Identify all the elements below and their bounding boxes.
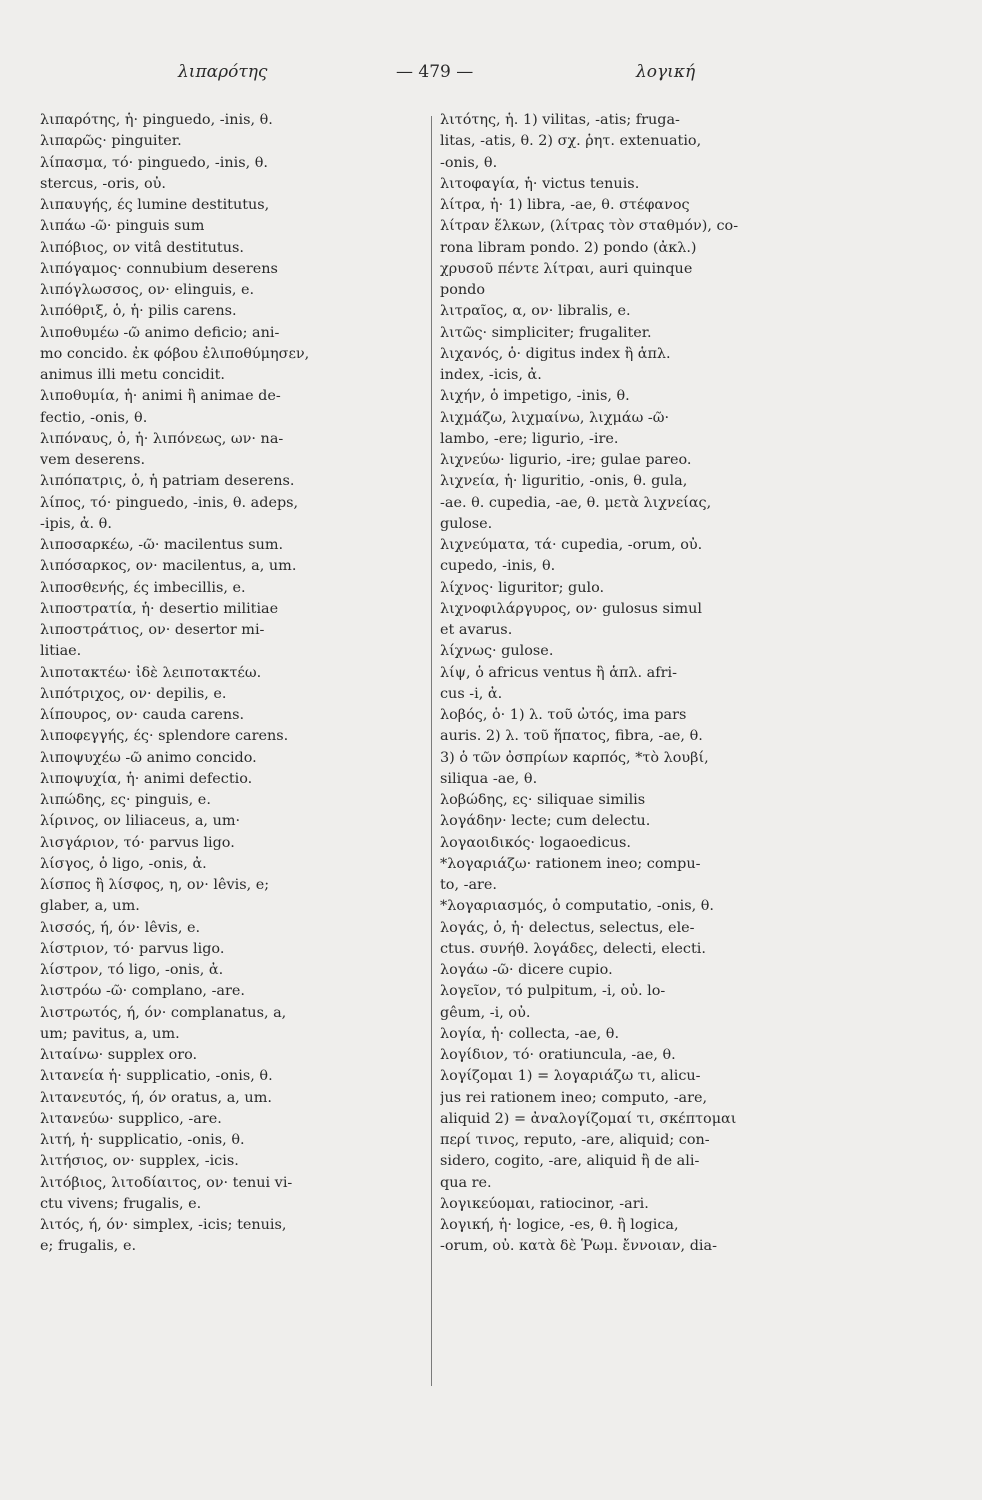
column-divider xyxy=(431,116,432,1386)
dictionary-line: λιπόπατρις, ὁ, ἡ patriam deserens. xyxy=(40,473,295,490)
header-left-guideword: λιπαρότης xyxy=(178,62,268,82)
dictionary-line: λιποστρατία, ἡ· desertio militiae xyxy=(40,600,279,617)
header-right-guideword: λογική xyxy=(636,62,696,82)
dictionary-line: λιχμάζω, λιχμαίνω, λιχμάω -ῶ· xyxy=(440,409,670,426)
dictionary-line: λίπος, τό· pinguedo, -inis, θ. adeps, xyxy=(40,494,299,511)
dictionary-line: λιτός, ή, όν· simplex, -icis; tenuis, xyxy=(40,1217,287,1233)
dictionary-line: λογική, ἡ· logice, -es, θ. ἢ logica, xyxy=(440,1217,679,1233)
dictionary-line: auris. 2) λ. τοῦ ἥπατος, fibra, -ae, θ. xyxy=(440,728,703,745)
dictionary-line: -ae. θ. cupedia, -ae, θ. μετὰ λιχνείας, xyxy=(440,494,712,511)
dictionary-line: λίτραν ἕλκων, (λίτρας τὸν σταθμόν), co- xyxy=(440,218,739,235)
dictionary-line: index, -icis, ἀ. xyxy=(440,367,542,383)
dictionary-line: λιπόγαμος· connubium deserens xyxy=(40,260,278,277)
dictionary-line: λογάδην· lecte; cum delectu. xyxy=(440,813,651,830)
dictionary-line: λίψ, ὁ africus ventus ἢ ἁπλ. afri- xyxy=(440,664,677,681)
dictionary-line: e; frugalis, e. xyxy=(40,1238,137,1255)
dictionary-line: λιπόγλωσσος, ον· elinguis, e. xyxy=(40,282,255,298)
dictionary-line: rona libram pondo. 2) pondo (ἀκλ.) xyxy=(440,239,697,256)
dictionary-line: mo concido. ἐκ φόβου ἐλιποθύμησεν, xyxy=(40,345,310,362)
dictionary-line: glaber, a, um. xyxy=(40,898,140,915)
dictionary-line: animus illi metu concidit. xyxy=(40,367,225,383)
dictionary-line: pondo xyxy=(440,282,486,298)
dictionary-line: λιτή, ἡ· supplicatio, -onis, θ. xyxy=(40,1132,245,1148)
dictionary-line: λίστρον, τό ligo, -onis, ἀ. xyxy=(40,962,224,978)
dictionary-line: λίπασμα, τό· pinguedo, -inis, θ. xyxy=(40,154,268,171)
dictionary-line: et avarus. xyxy=(440,622,513,638)
dictionary-line: λιποφεγγής, ές· splendore carens. xyxy=(40,728,289,745)
dictionary-line: sidero, cogito, -are, aliquid ἢ de ali- xyxy=(440,1153,700,1170)
dictionary-line: λογίζομαι 1) = λογαριάζω τι, alicu- xyxy=(440,1068,701,1085)
dictionary-line: λιποτακτέω· ἰδὲ λειποτακτέω. xyxy=(40,664,262,681)
dictionary-line: λίπουρος, ον· cauda carens. xyxy=(40,707,245,723)
dictionary-line: λογικεύομαι, ratiocinor, -ari. xyxy=(440,1195,649,1212)
dictionary-line: λιτοφαγία, ἡ· victus tenuis. xyxy=(440,175,640,192)
dictionary-line: litas, -atis, θ. 2) σχ. ῥητ. extenuatio, xyxy=(440,133,702,150)
dictionary-line: λιχνεύματα, τά· cupedia, -orum, οὐ. xyxy=(440,537,703,553)
dictionary-line: λιπόσαρκος, ον· macilentus, a, um. xyxy=(40,558,297,575)
dictionary-line: λιπόναυς, ὁ, ἡ· λιπόνεως, ων· na- xyxy=(40,430,284,447)
dictionary-line: *λογαριασμός, ὁ computatio, -onis, θ. xyxy=(440,898,714,915)
dictionary-line: cus -i, ἀ. xyxy=(440,685,503,702)
dictionary-line: vem deserens. xyxy=(40,452,146,468)
dictionary-line: λογάς, ὁ, ἡ· delectus, selectus, ele- xyxy=(440,919,695,936)
dictionary-line: -onis, θ. xyxy=(440,154,498,171)
dictionary-line: jus rei rationem ineo; computo, -are, xyxy=(440,1089,708,1106)
dictionary-line: λισσός, ή, όν· lêvis, e. xyxy=(40,919,201,936)
dictionary-line: λίσγος, ὁ ligo, -onis, ἀ. xyxy=(40,855,207,872)
dictionary-line: λιχνοφιλάργυρος, ον· gulosus simul xyxy=(440,600,703,617)
dictionary-line: λογάω -ῶ· dicere cupio. xyxy=(440,962,613,978)
dictionary-line: λίτρα, ἡ· 1) libra, -ae, θ. στέφανος xyxy=(440,197,690,213)
dictionary-line: ctu vivens; frugalis, e. xyxy=(40,1195,202,1212)
left-column xyxy=(40,110,424,1400)
dictionary-line: λιποθυμέω -ῶ animo deficio; ani- xyxy=(40,324,280,341)
dictionary-line: λιπόθριξ, ὁ, ἡ· pilis carens. xyxy=(40,303,237,320)
dictionary-line: qua re. xyxy=(440,1174,492,1191)
dictionary-line: λιποσθενής, ές imbecillis, e. xyxy=(40,579,246,596)
dictionary-line: λιχνεύω· ligurio, -ire; gulae pareo. xyxy=(440,452,692,468)
dictionary-line: λιτανεύω· supplico, -are. xyxy=(40,1110,222,1127)
dictionary-line: λιποθυμία, ἡ· animi ἢ animae de- xyxy=(40,388,281,405)
dictionary-line: λογία, ἡ· collecta, -ae, θ. xyxy=(440,1025,620,1042)
dictionary-line: λιπόβιος, ον vitâ destitutus. xyxy=(40,239,244,256)
dictionary-line: λίστριον, τό· parvus ligo. xyxy=(40,940,225,957)
dictionary-line: λιχήν, ὁ impetigo, -inis, θ. xyxy=(440,388,630,405)
dictionary-line: λιτήσιος, ον· supplex, -icis. xyxy=(40,1153,239,1170)
dictionary-line: fectio, -onis, θ. xyxy=(40,409,148,426)
dictionary-line: λογαοιδικός· logaoedicus. xyxy=(440,834,631,851)
page-number: — 479 — xyxy=(396,62,474,82)
dictionary-line: λοβός, ὁ· 1) λ. τοῦ ὠτός, ima pars xyxy=(440,707,687,723)
dictionary-line: stercus, -oris, οὐ. xyxy=(40,175,166,192)
dictionary-line: litiae. xyxy=(40,643,82,660)
dictionary-line: περί τινος, reputo, -are, aliquid; con- xyxy=(440,1132,710,1148)
dictionary-line: λιχνεία, ἡ· liguritio, -onis, θ. gula, xyxy=(440,473,688,490)
dictionary-line: siliqua -ae, θ. xyxy=(440,770,538,787)
dictionary-line: λιτραῖος, α, ον· libralis, e. xyxy=(440,303,631,320)
dictionary-line: λιστρόω -ῶ· complano, -are. xyxy=(40,983,245,1000)
page-header xyxy=(0,62,982,92)
dictionary-line: -orum, οὐ. κατὰ δὲ Ῥωμ. ἔννοιαν, dia- xyxy=(440,1238,717,1255)
dictionary-line: um; pavitus, a, um. xyxy=(40,1025,180,1042)
dictionary-line: gulose. xyxy=(440,515,493,532)
dictionary-line: lambo, -ere; ligurio, -ire. xyxy=(440,430,619,447)
dictionary-line: λίσπος ἢ λίσφος, η, ον· lêvis, e; xyxy=(40,877,270,893)
dictionary-line: λιπαρῶς· pinguiter. xyxy=(40,133,182,150)
dictionary-line: *λογαριάζω· rationem ineo; compu- xyxy=(440,855,701,872)
dictionary-line: -ipis, ἀ. θ. xyxy=(40,515,112,532)
dictionary-line: λίχνως· gulose. xyxy=(440,643,554,660)
dictionary-line: ctus. συνήθ. λογάδες, delecti, electi. xyxy=(440,940,706,957)
dictionary-line: λιτανευτός, ή, όν oratus, a, um. xyxy=(40,1089,272,1106)
dictionary-line: λιχανός, ὁ· digitus index ἢ ἁπλ. xyxy=(440,345,671,362)
dictionary-line: gêum, -i, οὐ. xyxy=(440,1004,531,1021)
dictionary-line: λισγάριον, τό· parvus ligo. xyxy=(40,834,235,851)
dictionary-line: λιποστράτιος, ον· desertor mi- xyxy=(40,622,265,638)
dictionary-line: λιπαυγής, ές lumine destitutus, xyxy=(40,197,270,213)
dictionary-line: λιστρωτός, ή, όν· complanatus, a, xyxy=(40,1004,287,1021)
dictionary-line: λιπότριχος, ον· depilis, e. xyxy=(40,685,227,702)
dictionary-line: λογεῖον, τό pulpitum, -i, οὐ. lo- xyxy=(440,983,666,1000)
dictionary-line: λιπάω -ῶ· pinguis sum xyxy=(40,218,205,235)
right-column xyxy=(440,110,820,1400)
dictionary-line: λοβώδης, ες· siliquae similis xyxy=(440,792,646,808)
dictionary-line: λιτῶς· simpliciter; frugaliter. xyxy=(440,324,652,341)
dictionary-line: λίρινος, ον liliaceus, a, um· xyxy=(40,813,241,830)
dictionary-line: χρυσοῦ πέντε λίτραι, auri quinque xyxy=(440,260,693,277)
dictionary-line: λιποσαρκέω, -ῶ· macilentus sum. xyxy=(40,537,284,553)
dictionary-line: λιτόβιος, λιτοδίαιτος, ον· tenui vi- xyxy=(40,1174,293,1191)
dictionary-line: λιποψυχέω -ῶ animo concido. xyxy=(40,749,257,766)
dictionary-line: cupedo, -inis, θ. xyxy=(440,558,556,575)
dictionary-line: 3) ὁ τῶν ὀσπρίων καρπός, *τὸ λουβί, xyxy=(440,749,709,766)
dictionary-line: λιτανεία ἡ· supplicatio, -onis, θ. xyxy=(40,1068,273,1085)
dictionary-line: λιτότης, ἡ. 1) vilitas, -atis; fruga- xyxy=(440,112,680,128)
dictionary-line: to, -are. xyxy=(440,877,498,893)
dictionary-line: λίχνος· liguritor; gulo. xyxy=(440,579,605,596)
dictionary-line: λιταίνω· supplex oro. xyxy=(40,1047,198,1063)
dictionary-line: λογίδιον, τό· oratiuncula, -ae, θ. xyxy=(440,1047,676,1063)
dictionary-line: aliquid 2) = ἀναλογίζομαί τι, σκέπτομαι xyxy=(440,1110,737,1127)
dictionary-line: λιπαρότης, ἡ· pinguedo, -inis, θ. xyxy=(40,112,273,128)
dictionary-line: λιποψυχία, ἡ· animi defectio. xyxy=(40,770,253,787)
dictionary-line: λιπώδης, ες· pinguis, e. xyxy=(40,792,211,808)
